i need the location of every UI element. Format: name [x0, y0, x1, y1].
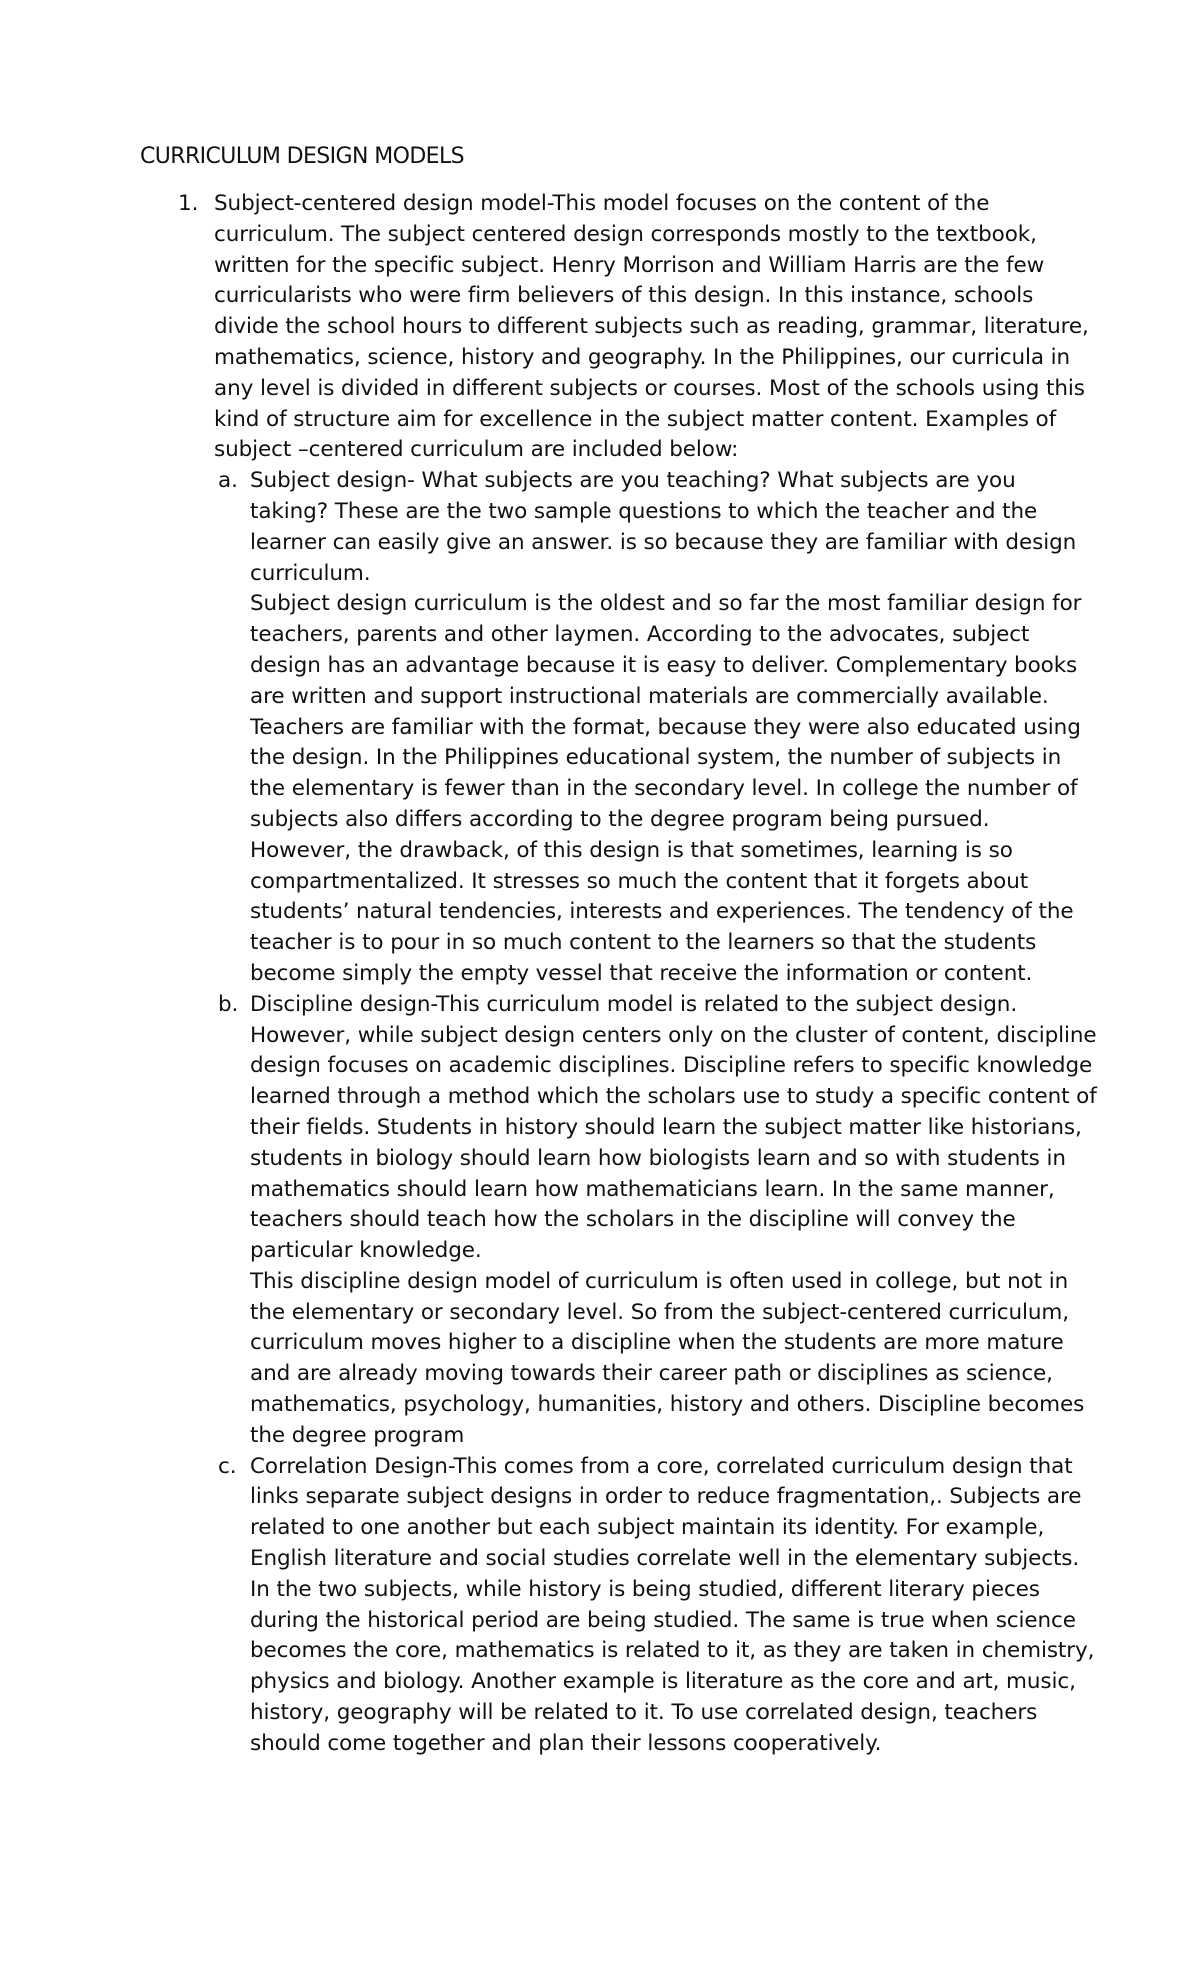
sub-c-paragraph-1: Correlation Design-This comes from a core, correlated curriculum design that links separate subject designs in order to reduce fragmentation,. Subjects are related to one another but each subject maintain its identity. For example, English literature and social studies correlate well in the elementary subjects. In the two subjects, while history is being studied, different literary pieces during the historical period are being studied. The same is true when science becomes the core, mathematics is related to it, as they are taken in chemistry, physics and biology. Another example is literature as the core and art, music, history, geography will be related to it. To use correlated design, teachers should come together and plan their lessons cooperatively.: [250, 1453, 1095, 1756]
sub-a-paragraph-2: Subject design curriculum is the oldest and so far the most familiar design for teachers, parents and other laymen. According to the advocates, subject design has an advantage because it is easy to deliver. Complementary books are written and support instructional materials are commercially available. Teachers are familiar with the format, because they were also educated using the design. In the Philippines educational system, the number of subjects in the elementary is fewer than in the secondary level. In college the number of subjects also differs according to the degree program being pursued.: [250, 591, 1082, 832]
sub-label-b: b.: [218, 991, 239, 1017]
sub-b-paragraph-2: This discipline design model of curriculum is often used in college, but not in the elementary or secondary level. So from the subject-centered curriculum, curriculum moves higher to a discipline when the students are more mature and are already moving towards their career path or disciplines as science, mathematics, psychology, humanities, history and others. Discipline becomes the degree program: [250, 1268, 1085, 1448]
sub-b-paragraph-1: Discipline design-This curriculum model is related to the subject design. However, while subject design centers only on the cluster of content, discipline design focuses on academic disciplines. Discipline refers to specific knowledge learned through a method which the scholars use to study a specific content of their fields. Students in history should learn the subject matter like historians, students in biology should learn how biologists learn and so with students in mathematics should learn how mathematicians learn. In the same manner, teachers should teach how the scholars in the discipline will convey the particular knowledge.: [250, 991, 1097, 1264]
sub-item-c: [218, 1452, 1098, 1760]
item-1-paragraph: Subject-centered design model-This model focuses on the content of the curriculum. The subject centered design corresponds mostly to the textbook, written for the specific subject. Henry Morrison and William Harris are the few curricularists who were firm believers of this design. In this instance, schools divide the school hours to different subjects such as reading, grammar, literature, mathematics, science, history and geography. In the Philippines, our curricula in any level is divided in different subjects or courses. Most of the schools using this kind of structure aim for excellence in the subject matter content. Examples of subject –centered curriculum are included below:: [214, 191, 1089, 463]
sub-label-a: a.: [218, 468, 238, 494]
sub-item-a: [218, 466, 1098, 990]
document-title: CURRICULUM DESIGN MODELS: [140, 144, 464, 169]
sub-item-b: [218, 990, 1098, 1452]
list-item-1: [178, 189, 1098, 1760]
sub-a-paragraph-3: However, the drawback, of this design is that sometimes, learning is so compartmentalized. It stresses so much the content that it forgets about students’ natural tendencies, interests and experiences. The tendency of the teacher is to pour in so much content to the learners so that the students become simply the empty vessel that receive the information or content.: [250, 837, 1074, 986]
sub-a-paragraph-1: Subject design- What subjects are you teaching? What subjects are you taking? These are the two sample questions to which the teacher and the learner can easily give an answer. is so because they are familiar with design curriculum.: [250, 468, 1077, 586]
list-item-1-body: [214, 189, 1098, 1760]
sub-label-c: c.: [218, 1453, 237, 1479]
list-number-1: 1.: [178, 191, 199, 216]
